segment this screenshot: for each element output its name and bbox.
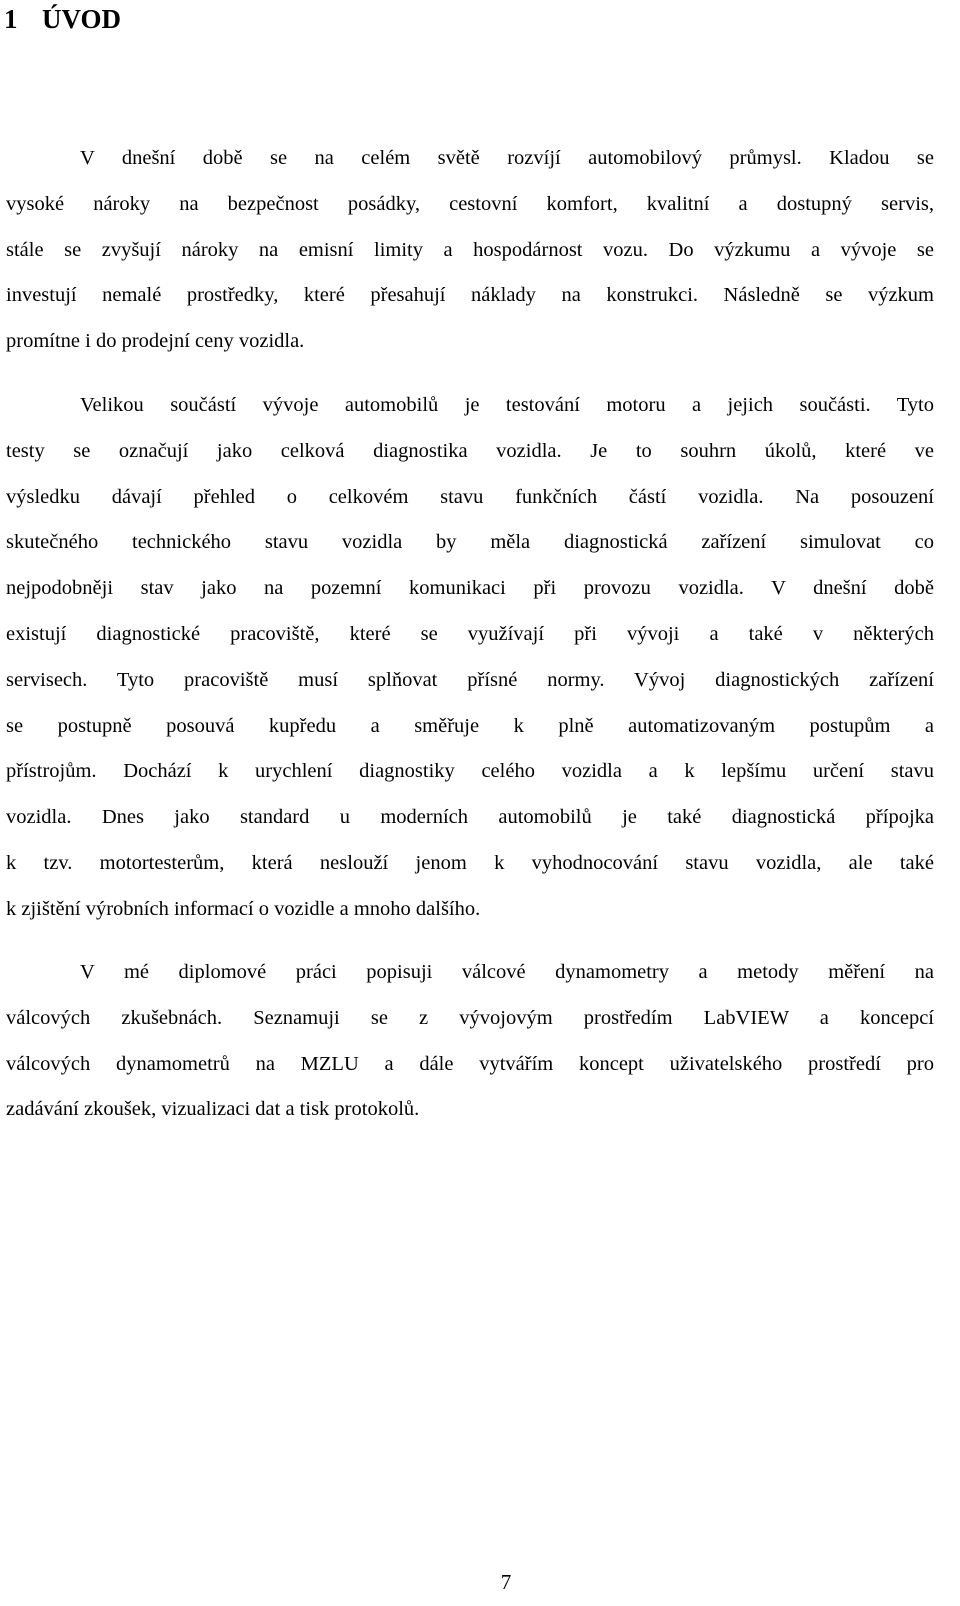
paragraph-line: přístrojům. Dochází k urychlení diagnostiky celého vozidla a k lepšímu určení stavu bbox=[6, 760, 934, 783]
paragraph-line: V dnešní době se na celém světě rozvíjí automobilový průmysl. Kladou se bbox=[80, 147, 934, 169]
paragraph-line: servisech. Tyto pracoviště musí splňovat přísné normy. Vývoj diagnostických zařízení bbox=[6, 668, 934, 691]
paragraph-line: k zjištění výrobních informací o vozidle a mnoho dalšího. bbox=[6, 897, 481, 920]
chapter-title: ÚVOD bbox=[42, 4, 121, 34]
paragraph-line: se postupně posouvá kupředu a směřuje k plně automatizovaným postupům a bbox=[6, 714, 934, 737]
paragraph-line: vozidla. Dnes jako standard u moderních automobilů je také diagnostická přípojka bbox=[6, 806, 934, 829]
paragraph-line: skutečného technického stavu vozidla by měla diagnostická zařízení simulovat co bbox=[6, 531, 934, 554]
paragraph-line: stále se zvyšují nároky na emisní limity a hospodárnost vozu. Do výzkumu a vývoje se bbox=[6, 238, 934, 261]
paragraph-line: válcových zkušebnách. Seznamuji se z vývojovým prostředím LabVIEW a koncepcí bbox=[6, 1006, 934, 1029]
paragraph-intro bbox=[6, 136, 934, 365]
paragraph-line: vysoké nároky na bezpečnost posádky, cestovní komfort, kvalitní a dostupný servis, bbox=[6, 192, 934, 215]
paragraph-line: V mé diplomové práci popisuji válcové dynamometry a metody měření na bbox=[80, 961, 934, 983]
paragraph-line: promítne i do prodejní ceny vozidla. bbox=[6, 330, 305, 353]
paragraph-diagnostics bbox=[6, 383, 934, 933]
paragraph-line: existují diagnostické pracoviště, které se využívají při vývoji a také v některých bbox=[6, 622, 934, 645]
paragraph-line: výsledku dávají přehled o celkovém stavu funkčních částí vozidla. Na posouzení bbox=[6, 485, 934, 508]
page-number: 7 bbox=[500, 1570, 512, 1594]
chapter-heading bbox=[4, 2, 121, 36]
paragraph-line: Velikou součástí vývoje automobilů je testování motoru a jejich součásti. Tyto bbox=[80, 394, 934, 416]
paragraph-line: k tzv. motortesterům, která neslouží jenom k vyhodnocování stavu vozidla, ale také bbox=[6, 851, 934, 874]
paragraph-line: nejpodobněji stav jako na pozemní komunikaci při provozu vozidla. V dnešní době bbox=[6, 577, 934, 600]
paragraph-line: zadávání zkoušek, vizualizaci dat a tisk protokolů. bbox=[6, 1098, 420, 1121]
paragraph-thesis bbox=[6, 950, 934, 1133]
paragraph-line: testy se označují jako celková diagnostika vozidla. Je to souhrn úkolů, které ve bbox=[6, 439, 934, 462]
chapter-number: 1 bbox=[4, 4, 18, 34]
paragraph-line: investují nemalé prostředky, které přesahují náklady na konstrukci. Následně se výzkum bbox=[6, 284, 934, 307]
paragraph-line: válcových dynamometrů na MZLU a dále vytvářím koncept uživatelského prostředí pro bbox=[6, 1052, 934, 1075]
